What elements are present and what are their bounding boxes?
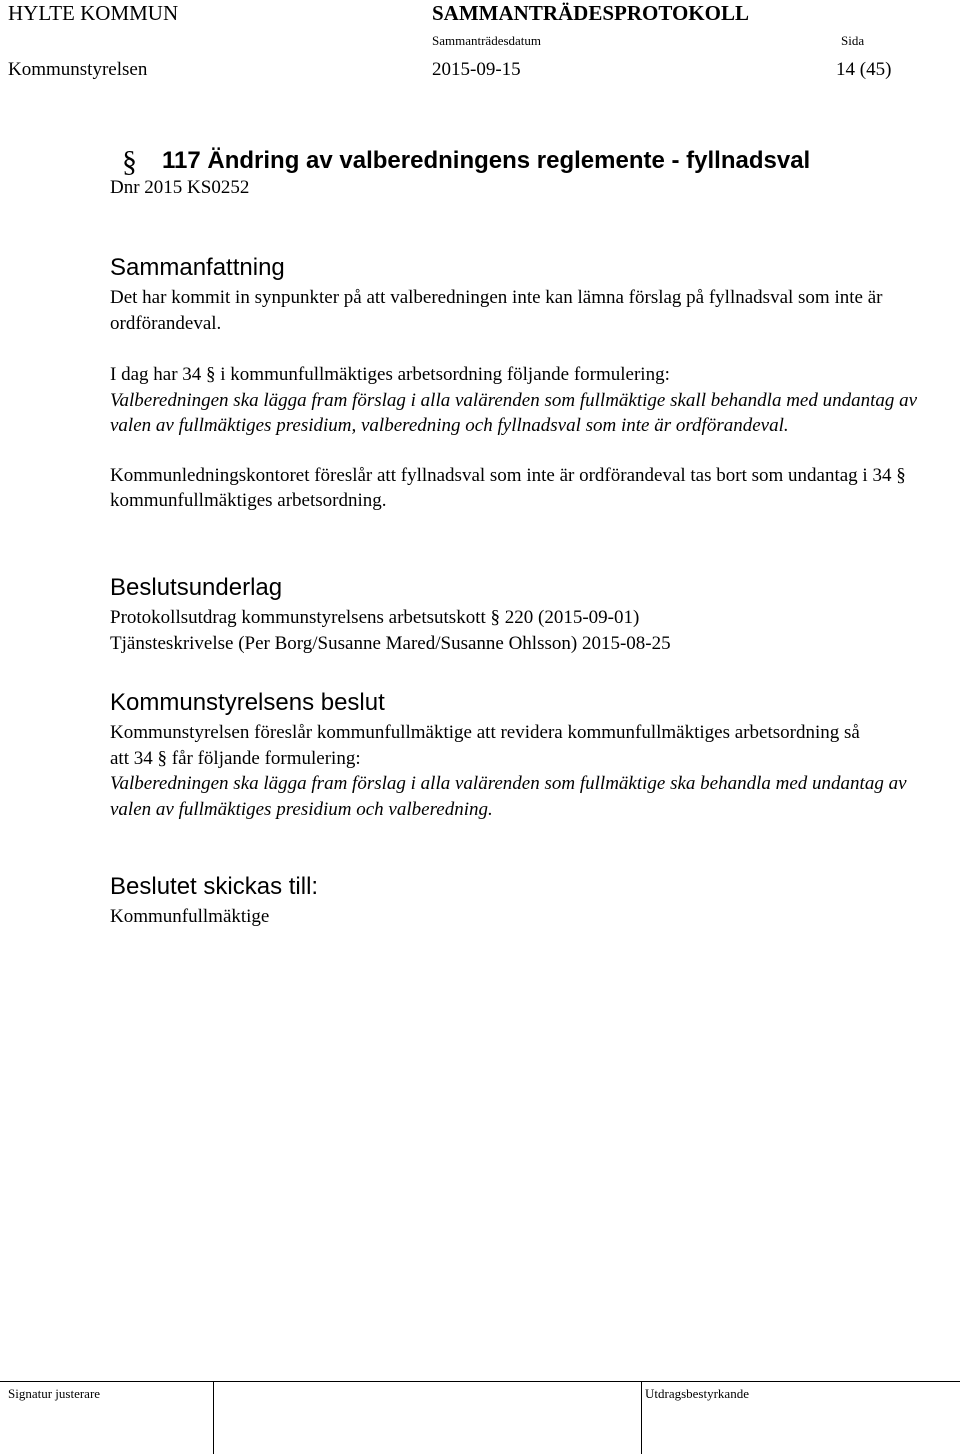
summary-paragraph-1: Det har kommit in synpunkter på att valberedningen inte kan lämna förslag på fyllnadsval som inte är ordförandeval. <box>110 287 883 334</box>
meeting-date-label: Sammanträdesdatum <box>432 33 542 48</box>
page-label: Sida <box>841 33 865 48</box>
extract-certification-label: Utdragsbestyrkande <box>645 1386 749 1401</box>
recipient-item: Kommunfullmäktige <box>110 906 270 927</box>
decision-section <box>110 688 940 822</box>
section-sign: § <box>157 747 167 769</box>
basis-line-1: Protokollsutdrag kommunstyrelsens arbetsutskott § 220 (2015-09-01) <box>110 607 640 628</box>
footer-divider <box>0 1381 960 1382</box>
section-sign: § <box>122 145 137 178</box>
summary-heading: Sammanfattning <box>110 254 285 281</box>
organization-name: HYLTE KOMMUN <box>8 1 179 25</box>
diary-number: Dnr 2015 KS0252 <box>110 177 250 198</box>
footer-column-divider <box>213 1381 214 1454</box>
page-number: 14 (45) <box>836 59 892 80</box>
document-type: SAMMANTRÄDESPROTOKOLL <box>432 1 749 25</box>
item-title: 117 Ändring av valberedningens reglemente - fyllnadsval <box>162 147 811 174</box>
summary-paragraph-2 <box>110 362 932 439</box>
signature-field-label: Signatur justerare <box>8 1386 101 1401</box>
summary-paragraph-3: Kommunledningskontoret föreslår att fyllnadsval som inte är ordförandeval tas bort som undantag i 34 § kommunfullmäktiges arbetsordning. <box>110 464 906 511</box>
decision-quote: Valberedningen ska lägga fram förslag i alla valärenden som fullmäktige ska behandla med undantag av valen av fullmäktiges presidium och valberedning. <box>110 773 907 820</box>
recipients-heading: Beslutet skickas till: <box>110 873 319 900</box>
section-sign: § <box>206 364 216 385</box>
body-name: Kommunstyrelsen <box>8 59 148 80</box>
decision-text: Kommunstyrelsen föreslår kommunfullmäktige att revidera kommunfullmäktiges arbetsordning så att 34 § får följande formulering: <box>110 722 860 769</box>
footer-column-divider <box>641 1381 642 1454</box>
summary-quote: Valberedningen ska lägga fram förslag i alla valärenden som fullmäktige skall behandla med undantag av valen av fullmäktiges presidium, valberedning och fyllnadsval som inte är ordförandeval. <box>110 389 918 436</box>
meeting-date: 2015-09-15 <box>432 59 521 80</box>
section-sign: § <box>896 464 906 486</box>
recipients-section <box>110 872 940 930</box>
summary-section <box>110 253 940 514</box>
section-sign: § <box>490 607 501 628</box>
summary-paragraph-2-lead: I dag har 34 § i kommunfullmäktiges arbetsordning följande formulering: <box>110 364 670 385</box>
basis-line-2: Tjänsteskrivelse (Per Borg/Susanne Mared/Susanne Ohlsson) 2015-08-25 <box>110 632 671 654</box>
basis-section <box>110 573 940 656</box>
decision-heading: Kommunstyrelsens beslut <box>110 689 385 716</box>
basis-heading: Beslutsunderlag <box>110 574 283 601</box>
